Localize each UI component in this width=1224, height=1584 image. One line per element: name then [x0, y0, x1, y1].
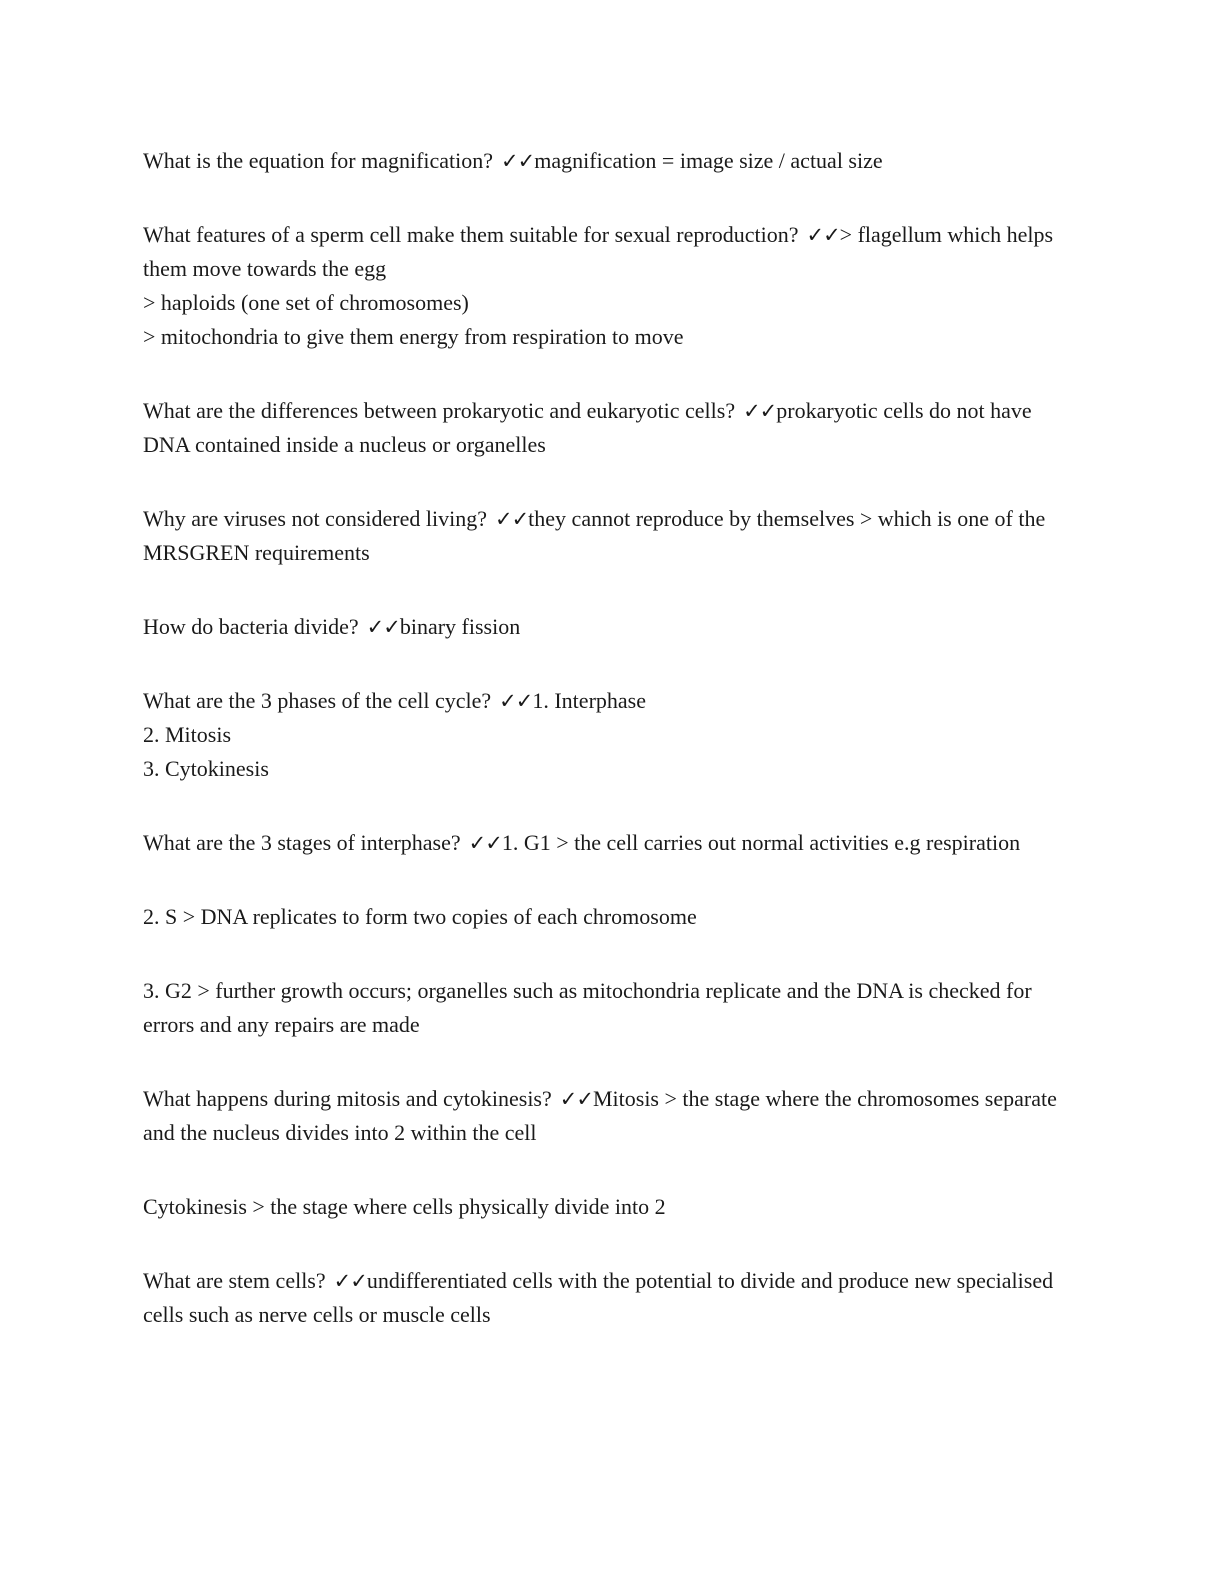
question-text: What are the 3 stages of interphase?	[143, 830, 461, 855]
answer-text: 1. Interphase	[532, 688, 646, 713]
answer-line: > mitochondria to give them energy from respiration to move	[143, 324, 684, 349]
double-check-icon: ✓✓	[494, 507, 529, 531]
question-text: What are the differences between prokaryotic and eukaryotic cells?	[143, 398, 736, 423]
question-text: How do bacteria divide?	[143, 614, 359, 639]
question-text: What are stem cells?	[143, 1268, 326, 1293]
qa-card	[143, 1082, 1083, 1150]
qa-card	[143, 144, 1083, 178]
question-text: What happens during mitosis and cytokinesis?	[143, 1086, 552, 1111]
question-text: What are the 3 phases of the cell cycle?	[143, 688, 492, 713]
answer-text: 1. G1 > the cell carries out normal activities e.g respiration	[501, 830, 1021, 855]
answer-paragraph: 3. G2 > further growth occurs; organelles such as mitochondria replicate and the DNA is checked for errors and any repairs are made	[143, 978, 1032, 1037]
answer-text: Mitosis > the stage where the chromosomes separate and the nucleus divides into 2 within the cell	[143, 1086, 1057, 1145]
double-check-icon: ✓✓	[743, 399, 777, 423]
answer-text: binary fission	[399, 614, 521, 639]
qa-card	[143, 826, 1083, 860]
qa-card	[143, 394, 1083, 462]
question-text: Why are viruses not considered living?	[143, 506, 487, 531]
answer-text: magnification = image size / actual size	[534, 148, 883, 173]
answer-paragraph: Cytokinesis > the stage where cells physically divide into 2	[143, 1194, 666, 1219]
double-check-icon: ✓✓	[559, 1087, 593, 1111]
answer-text: they cannot reproduce by themselves > which is one of the MRSGREN requirements	[143, 506, 1046, 565]
answer-text: > flagellum which helps them move towards the egg	[143, 222, 1054, 281]
flashcard-list	[143, 144, 1083, 1372]
qa-card	[143, 218, 1083, 354]
answer-line: > haploids (one set of chromosomes)	[143, 290, 469, 315]
qa-card	[143, 684, 1083, 786]
qa-card	[143, 610, 1083, 644]
question-text: What is the equation for magnification?	[143, 148, 494, 173]
qa-card	[143, 1264, 1083, 1332]
double-check-icon: ✓✓	[806, 223, 840, 247]
answer-paragraph: 2. S > DNA replicates to form two copies of each chromosome	[143, 904, 697, 929]
qa-card	[143, 502, 1083, 570]
double-check-icon: ✓✓	[501, 149, 535, 173]
double-check-icon: ✓✓	[499, 689, 533, 713]
answer-line: 3. Cytokinesis	[143, 756, 269, 781]
answer-line: 2. Mitosis	[143, 722, 232, 747]
double-check-icon: ✓✓	[468, 831, 502, 855]
answer-text: prokaryotic cells do not have DNA contained inside a nucleus or organelles	[143, 398, 1032, 457]
answer-text: undifferentiated cells with the potential to divide and produce new specialised cells such as nerve cells or muscle cells	[143, 1268, 1054, 1327]
double-check-icon: ✓✓	[333, 1269, 367, 1293]
question-text: What features of a sperm cell make them suitable for sexual reproduction?	[143, 222, 799, 247]
double-check-icon: ✓✓	[366, 615, 400, 639]
